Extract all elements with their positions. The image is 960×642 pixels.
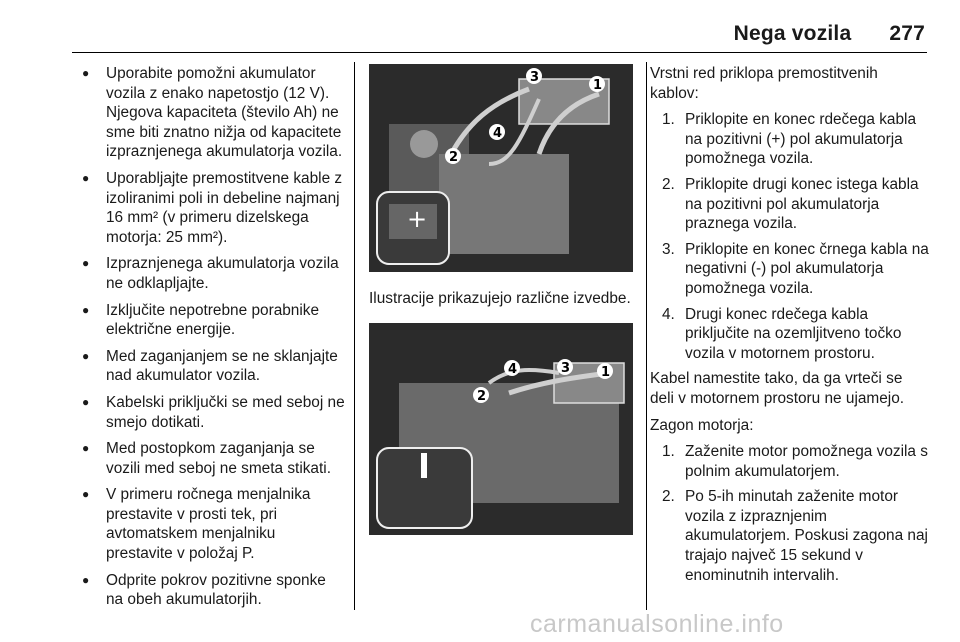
list-item: ● Uporabite pomožni akumulator vozila z enako napetostjo (12 V). Njegova kapaciteta (število Ah) ne sme biti znatno nižja od kapacitete izpraznjenega akumulatorja vozila.	[78, 64, 346, 162]
callout-1: 1	[593, 78, 603, 93]
list-item: ● Kabelski priključki se med seboj ne smejo dotikati.	[78, 393, 346, 432]
callout-3: 3	[530, 70, 540, 85]
engine-bay-illustration-1	[369, 64, 633, 272]
list-item: ● Med zaganjanjem se ne sklanjajte nad akumulator vozila.	[78, 347, 346, 386]
step-text: Priklopite en konec rdečega kabla na pozitivni (+) pol akumulatorja pomožnega vozila.	[685, 111, 917, 168]
list-item	[650, 487, 930, 585]
step-text: Priklopite en konec črnega kabla na negativni (-) pol akumulatorja pomožnega vozila.	[685, 240, 929, 297]
connection-steps	[650, 110, 930, 363]
step-number: 4.	[662, 305, 675, 323]
step-number: 3.	[662, 240, 675, 258]
list-item: ● V primeru ročnega menjalnika prestavite v prosti tek, pri avtomatskem menjalniku prestavite v položaj P.	[78, 485, 346, 563]
step-number: 2.	[662, 175, 675, 193]
column-divider-right	[646, 62, 647, 610]
callout-2: 2	[449, 150, 459, 165]
step-number: 1.	[662, 111, 675, 129]
page-number: 277	[889, 22, 925, 45]
list-item	[650, 110, 930, 169]
engine-illustration-svg	[369, 323, 633, 535]
column-right	[650, 64, 930, 591]
list-item	[650, 442, 930, 481]
engine-bay-illustration-2	[369, 323, 633, 535]
start-title: Zagon motorja:	[650, 416, 754, 434]
list-item: ● Med postopkom zaganjanja se vozili med seboj ne smeta stikati.	[78, 439, 346, 478]
step-text: Po 5-ih minutah zaženite motor vozila z izpraznjenim akumulatorjem. Poskusi zagona naj trajajo največ 15 sekund v enominutnih intervalih.	[685, 488, 928, 584]
column-divider-left	[354, 62, 355, 610]
list-item	[650, 240, 930, 299]
watermark: carmanualsonline.info	[530, 610, 784, 638]
inset-plus: +	[407, 205, 428, 233]
column-middle	[369, 64, 634, 535]
column-left	[78, 64, 346, 617]
header-rule	[72, 52, 927, 53]
step-number: 1.	[662, 443, 675, 461]
page-header	[734, 22, 925, 46]
step-number: 2.	[662, 488, 675, 506]
cable-note: Kabel namestite tako, da ga vrteči se deli v motornem prostoru ne ujamejo.	[650, 370, 905, 407]
start-steps	[650, 442, 930, 585]
step-text: Drugi konec rdečega kabla priključite na ozemljitveno točko vozila v motornem prostoru.	[685, 305, 902, 362]
callout-4: 4	[508, 361, 518, 377]
callout-3: 3	[561, 360, 571, 376]
list-item: ● Izključite nepotrebne porabnike električne energije.	[78, 301, 346, 340]
list-item: ● Odprite pokrov pozitivne sponke na obeh akumulatorjih.	[78, 571, 346, 610]
callout-1: 1	[601, 364, 611, 380]
engine-illustration-svg	[369, 64, 633, 272]
callout-2: 2	[477, 388, 487, 404]
figure-caption: Ilustracije prikazujejo različne izvedbe.	[369, 290, 631, 307]
step-text: Priklopite drugi konec istega kabla na pozitivni pol akumulatorja praznega vozila.	[685, 175, 919, 233]
precaution-list	[78, 64, 346, 610]
callout-4: 4	[493, 126, 503, 141]
list-item	[650, 305, 930, 364]
section-title: Nega vozila	[733, 22, 852, 45]
list-item: ● Izpraznjenega akumulatorja vozila ne odklapljajte.	[78, 254, 346, 293]
list-item: ● Uporabljajte premostitvene kable z izoliranimi poli in debeline najmanj 16 mm² (v primeru dizelskega motorja: 25 mm²).	[78, 169, 346, 247]
list-item	[650, 175, 930, 234]
step-text: Zaženite motor pomožnega vozila s polnim akumulatorjem.	[685, 443, 928, 480]
connection-intro: Vrstni red priklopa premostitvenih kablov:	[650, 65, 878, 102]
